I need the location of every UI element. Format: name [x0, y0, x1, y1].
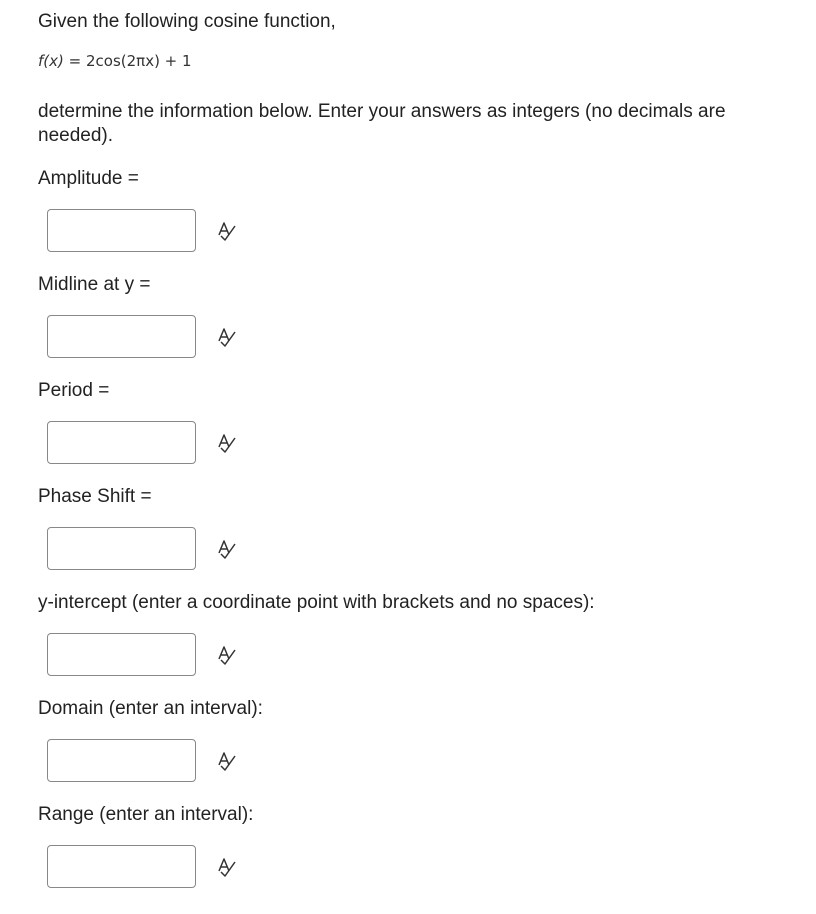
preview-answer-icon[interactable] [216, 538, 238, 560]
preview-answer-icon[interactable] [216, 856, 238, 878]
domain-input[interactable] [47, 739, 196, 782]
y-intercept-input[interactable] [47, 633, 196, 676]
phase-shift-label: Phase Shift = [38, 486, 152, 507]
y-intercept-label: y-intercept (enter a coordinate point with brackets and no spaces): [38, 592, 595, 613]
instructions-text: determine the information below. Enter your answers as integers (no decimals are needed). [38, 101, 726, 146]
function-name: f(x) [38, 52, 64, 70]
midline-input[interactable] [47, 315, 196, 358]
phase-shift-input[interactable] [47, 527, 196, 570]
preview-answer-icon[interactable] [216, 750, 238, 772]
amplitude-label: Amplitude = [38, 168, 139, 189]
preview-answer-icon[interactable] [216, 220, 238, 242]
function-expression: = 2cos(2πx) + 1 [63, 52, 192, 70]
midline-label: Midline at y = [38, 274, 151, 295]
amplitude-input[interactable] [47, 209, 196, 252]
preview-answer-icon[interactable] [216, 644, 238, 666]
preview-answer-icon[interactable] [216, 326, 238, 348]
function-formula [38, 51, 192, 71]
period-label: Period = [38, 380, 110, 401]
period-input[interactable] [47, 421, 196, 464]
range-input[interactable] [47, 845, 196, 888]
preview-answer-icon[interactable] [216, 432, 238, 454]
domain-label: Domain (enter an interval): [38, 698, 263, 719]
intro-text: Given the following cosine function, [38, 11, 336, 32]
range-label: Range (enter an interval): [38, 804, 254, 825]
